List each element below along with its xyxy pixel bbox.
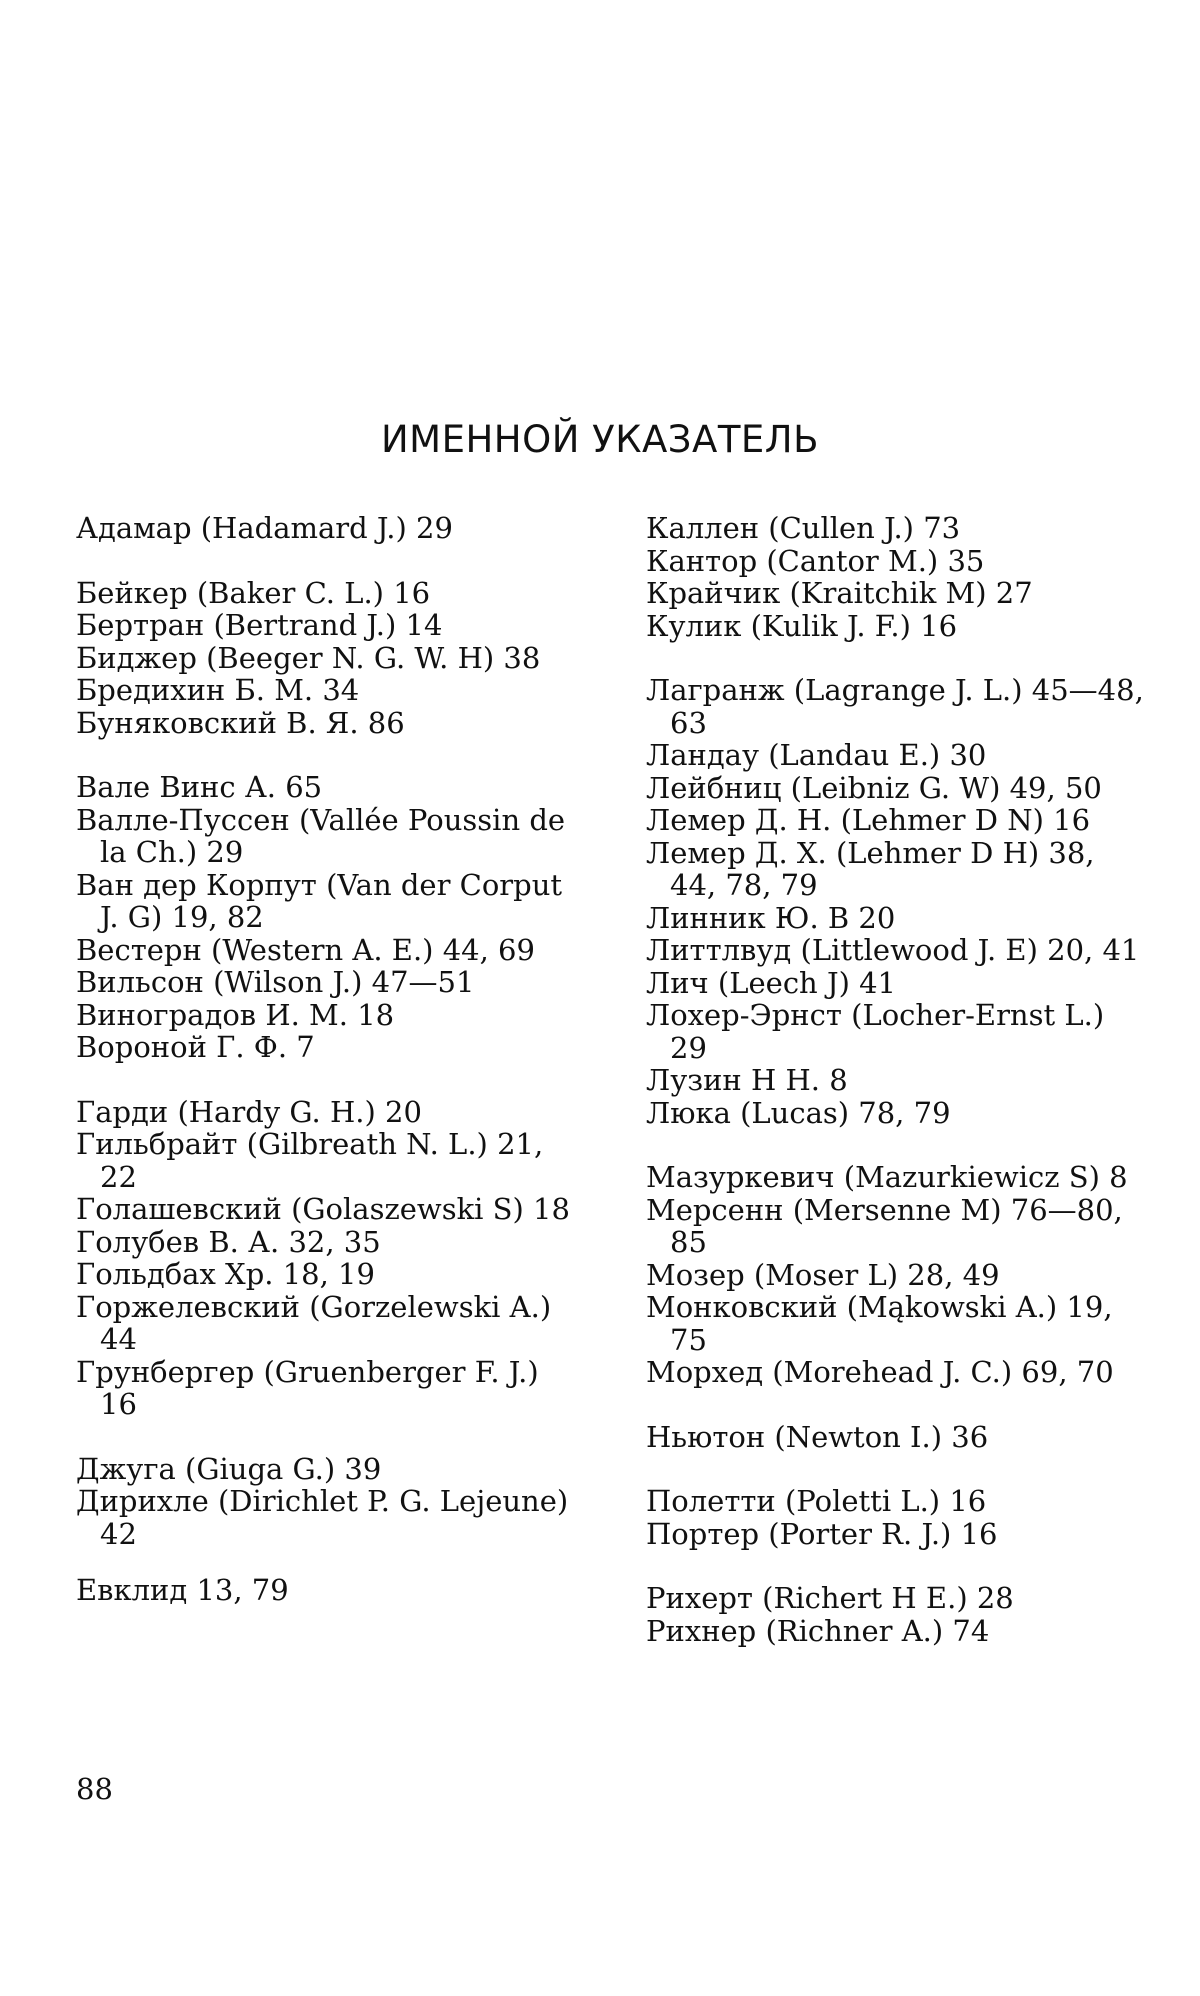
- index-entry: Горжелевский (Gorzelewski A.) 44: [76, 1289, 552, 1356]
- index-column-left: [76, 512, 574, 1607]
- index-entry: Джуга (Giuga G.) 39: [76, 1451, 382, 1486]
- index-entry: Монковский (Mąkowski A.) 19, 75: [646, 1290, 1113, 1357]
- letter-group-gap: [646, 1453, 1144, 1485]
- index-entry: Бейкер (Baker C. L.) 16: [76, 575, 431, 610]
- index-entry: Голубев В. А. 32, 35: [76, 1224, 381, 1259]
- index-entry: Портер (Porter R. J.) 16: [646, 1516, 998, 1551]
- index-column-right: [646, 512, 1144, 1647]
- index-entry: Лузин Н Н. 8: [646, 1063, 848, 1097]
- index-entry: Виноградов И. М. 18: [76, 997, 395, 1032]
- index-entry: Гильбрайт (Gilbreath N. L.) 21, 22: [76, 1127, 544, 1194]
- index-entry: Люка (Lucas) 78, 79: [646, 1095, 951, 1130]
- index-entry: Каллен (Cullen J.) 73: [646, 511, 961, 545]
- letter-group-gap: [76, 1550, 574, 1574]
- index-entry: Ландау (Landau E.) 30: [646, 738, 987, 772]
- index-entry: Вале Винс А. 65: [76, 770, 323, 804]
- index-entry: Вильсон (Wilson J.) 47—51: [76, 965, 475, 999]
- index-entry: Мазуркевич (Mazurkiewicz S) 8: [646, 1160, 1128, 1194]
- index-entry: Биджер (Beeger N. G. W. H) 38: [76, 640, 541, 675]
- index-entry: Гольдбах Хр. 18, 19: [76, 1257, 375, 1291]
- index-entry: Кулик (Kulik J. F.) 16: [646, 608, 958, 643]
- index-entry: Буняковский В. Я. 86: [76, 705, 405, 740]
- index-entry: Рихнер (Richner A.) 74: [646, 1613, 990, 1648]
- index-entry: Бертран (Bertrand J.) 14: [76, 608, 443, 642]
- index-entry: Дирихле (Dirichlet P. G. Lejeune) 42: [76, 1484, 569, 1551]
- index-entry: Морхед (Morehead J. C.) 69, 70: [646, 1355, 1114, 1389]
- letter-group-gap: [76, 1421, 574, 1453]
- letter-group-gap: [76, 545, 574, 577]
- index-entry: Рихерт (Richert H E.) 28: [646, 1581, 1014, 1615]
- letter-group-gap: [76, 1064, 574, 1096]
- index-entry: Ньютон (Newton I.) 36: [646, 1419, 989, 1454]
- letter-group-gap: [646, 1550, 1144, 1582]
- index-entry: Крайчик (Kraitchik M) 27: [646, 576, 1033, 610]
- index-entry: Мозер (Moser L) 28, 49: [646, 1257, 1000, 1292]
- index-entry: Литтлвуд (Littlewood J. E) 20, 41: [646, 933, 1140, 967]
- index-entry: Лохер-Эрнст (Locher-Ernst L.) 29: [646, 998, 1105, 1065]
- page-title: ИМЕННОЙ УКАЗАТЕЛЬ: [380, 418, 820, 461]
- letter-group-gap: [76, 739, 574, 771]
- index-entry: Адамар (Hadamard J.) 29: [76, 511, 453, 545]
- letter-group-gap: [646, 1389, 1144, 1421]
- index-entry: Грунбергер (Gruenberger F. J.) 16: [76, 1354, 539, 1421]
- index-entry: Гарди (Hardy G. H.) 20: [76, 1094, 422, 1129]
- index-entry: Ван дер Корпут (Van der Corput J. G) 19, 82: [76, 867, 563, 934]
- index-entry: Голашевский (Golaszewski S) 18: [76, 1192, 570, 1226]
- index-entry: Лагранж (Lagrange J. L.) 45—48, 63: [646, 673, 1144, 740]
- index-entry: Лемер Д. Н. (Lehmer D N) 16: [646, 803, 1091, 837]
- index-entry: Вороной Г. Ф. 7: [76, 1030, 315, 1064]
- index-entry: Лич (Leech J) 41: [646, 965, 897, 1000]
- index-entry: Вестерн (Western A. E.) 44, 69: [76, 932, 535, 967]
- index-entry: Валле-Пуссен (Vallée Poussin de la Ch.) 29: [76, 802, 566, 869]
- index-entry: Мерсенн (Mersenne M) 76—80, 85: [646, 1192, 1123, 1259]
- index-entry: Полетти (Poletti L.) 16: [646, 1484, 987, 1518]
- letter-group-gap: [646, 1129, 1144, 1161]
- index-entry: Евклид 13, 79: [76, 1573, 289, 1607]
- letter-group-gap: [646, 642, 1144, 674]
- page-number: 88: [76, 1772, 113, 1806]
- index-entry: Линник Ю. В 20: [646, 900, 896, 935]
- index-entry: Кантор (Cantor M.) 35: [646, 543, 985, 578]
- index-entry: Лемер Д. Х. (Lehmer D H) 38, 44, 78, 79: [646, 835, 1095, 902]
- index-entry: Бредихин Б. М. 34: [76, 673, 360, 707]
- index-entry: Лейбниц (Leibniz G. W) 49, 50: [646, 770, 1102, 805]
